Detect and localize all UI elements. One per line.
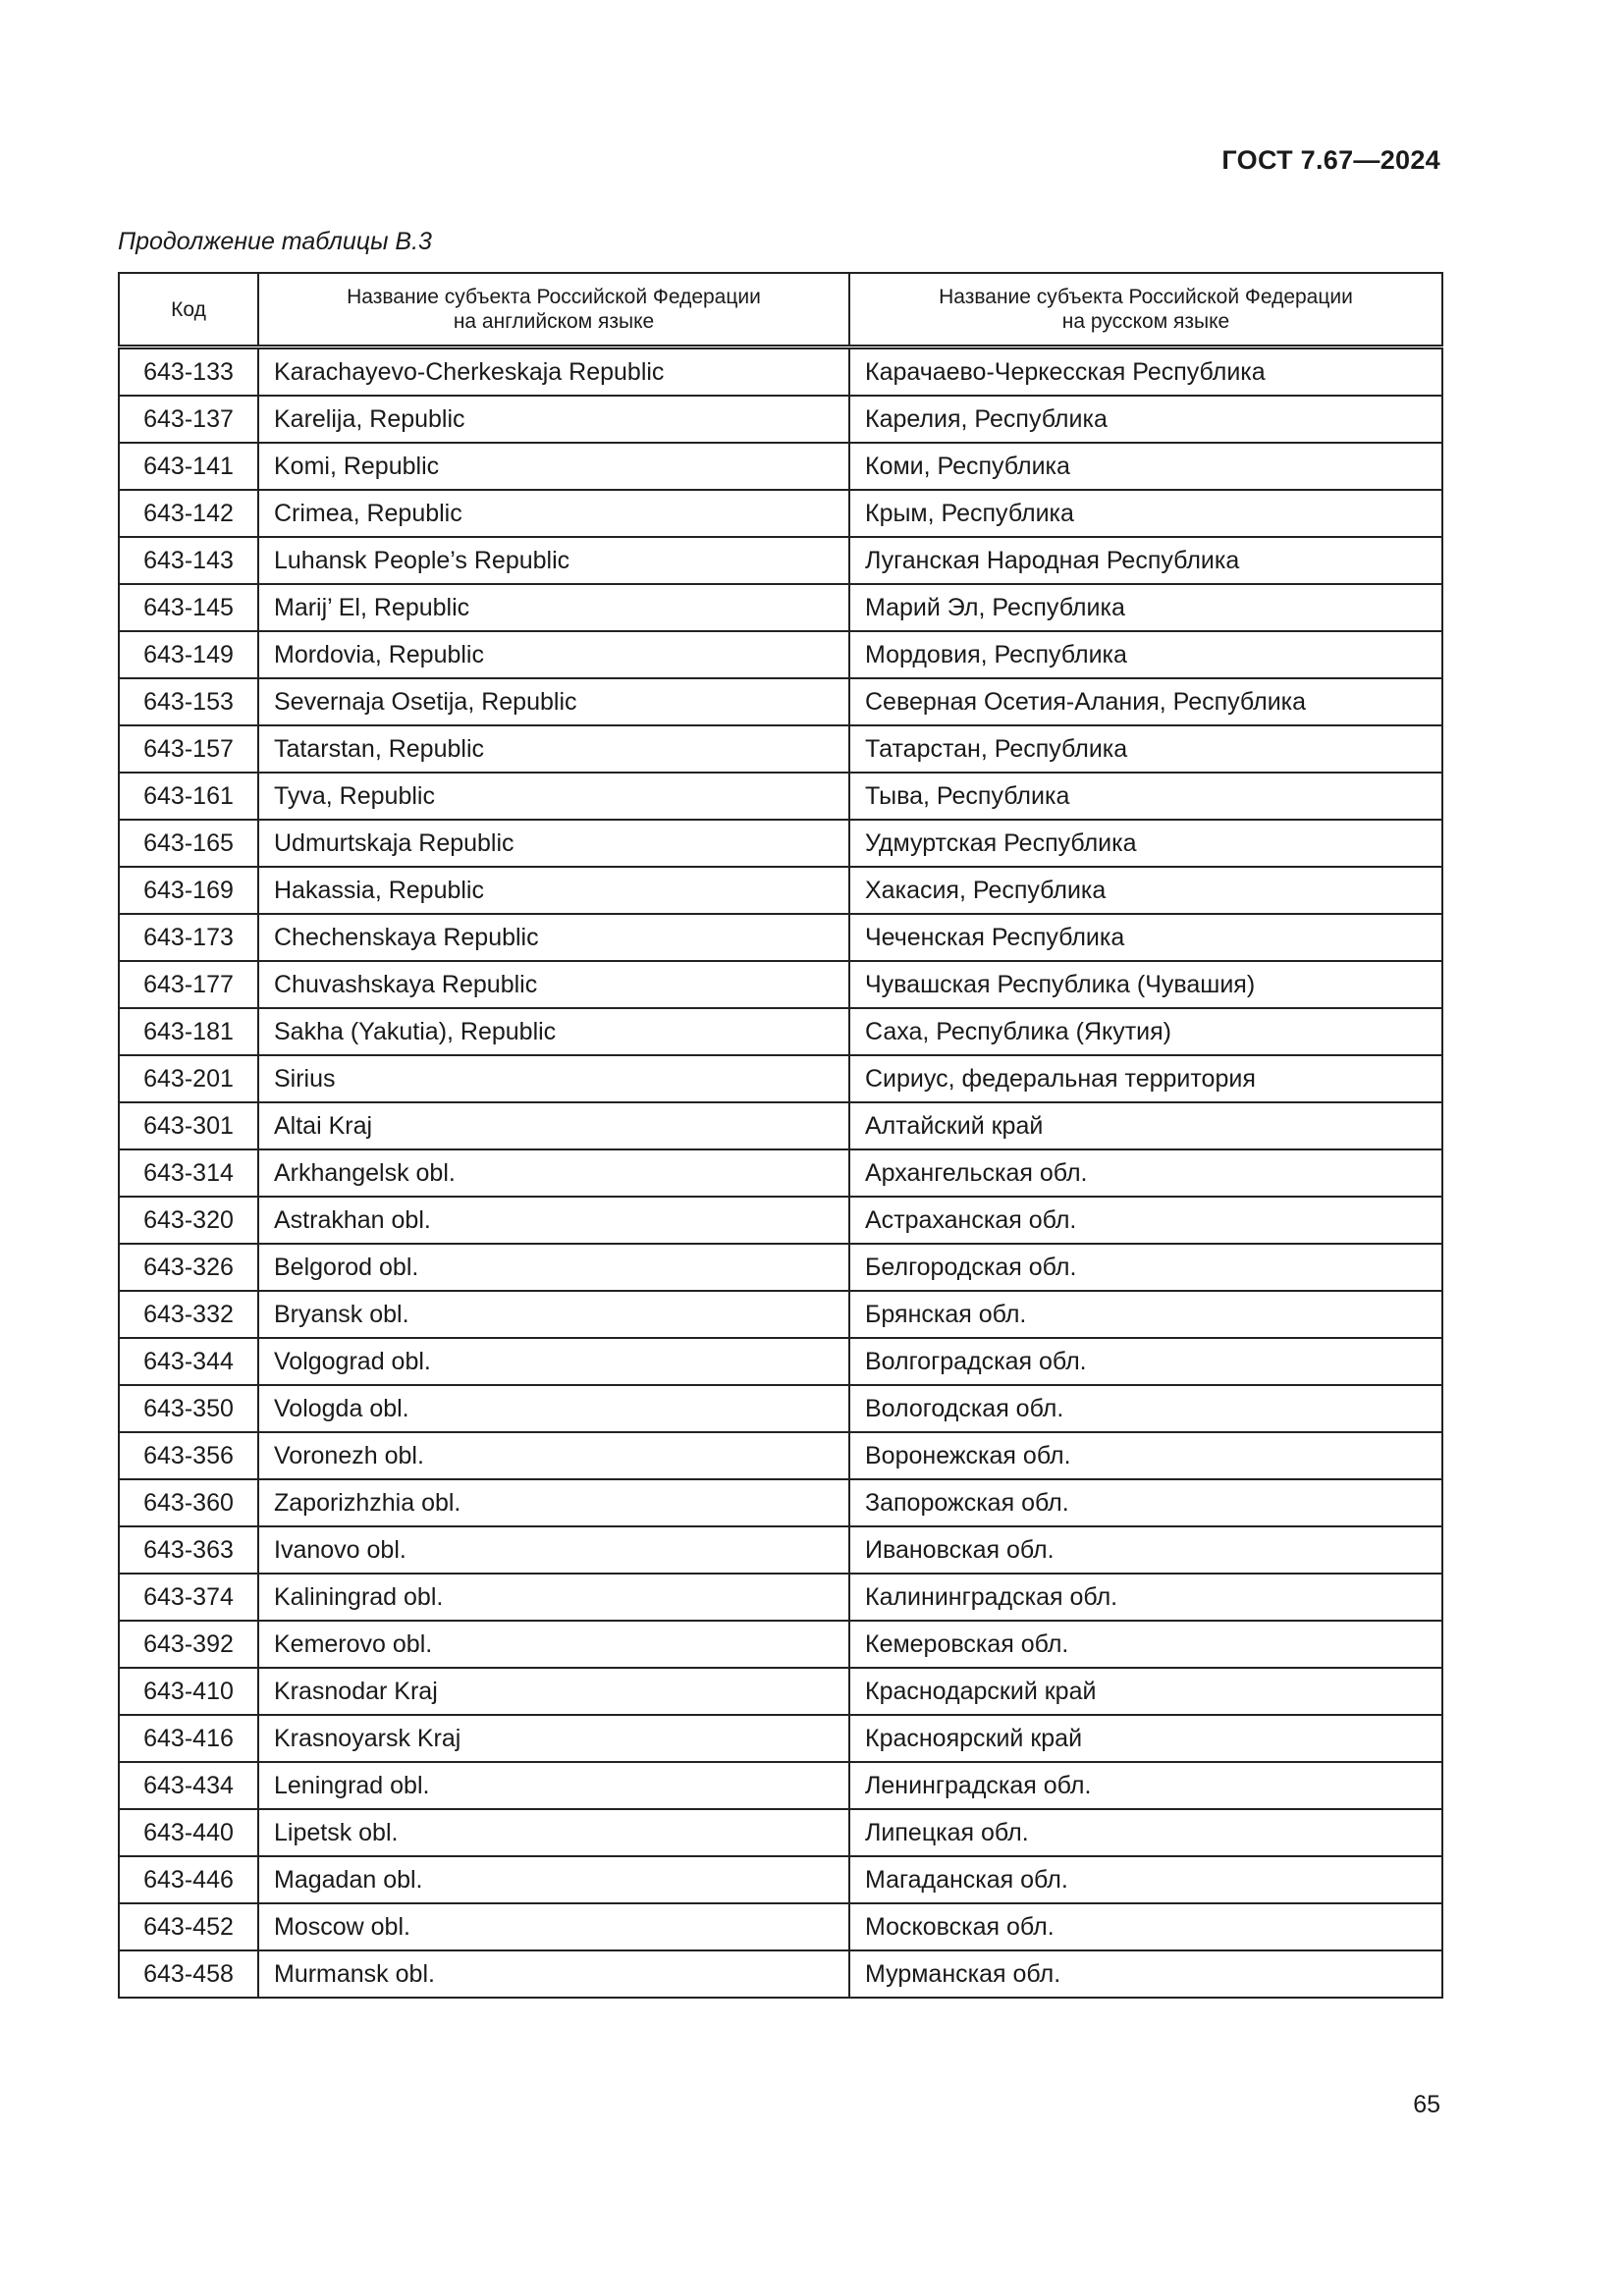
english-name-cell: Murmansk obl.	[258, 1950, 849, 1998]
table-row	[119, 1149, 1442, 1197]
code-cell: 643-332	[119, 1291, 258, 1338]
table-header-row	[119, 273, 1442, 347]
code-cell: 643-344	[119, 1338, 258, 1385]
table-row	[119, 490, 1442, 537]
code-cell: 643-410	[119, 1668, 258, 1715]
russian-name-cell: Липецкая обл.	[849, 1809, 1442, 1856]
russian-name-cell: Татарстан, Республика	[849, 725, 1442, 773]
english-name-cell: Tatarstan, Republic	[258, 725, 849, 773]
table-row	[119, 678, 1442, 725]
english-name-cell: Karelija, Republic	[258, 396, 849, 443]
table-row	[119, 773, 1442, 820]
code-cell: 643-458	[119, 1950, 258, 1998]
column-header-english: Название субъекта Российской Федерации на английском языке	[258, 273, 849, 347]
table-row	[119, 443, 1442, 490]
table-row	[119, 1526, 1442, 1574]
document-standard-header: ГОСТ 7.67—2024	[1221, 145, 1440, 175]
russian-name-cell: Белгородская обл.	[849, 1244, 1442, 1291]
russian-name-cell: Алтайский край	[849, 1102, 1442, 1149]
code-cell: 643-201	[119, 1055, 258, 1102]
table-row	[119, 1244, 1442, 1291]
russian-name-cell: Крым, Республика	[849, 490, 1442, 537]
english-name-cell: Udmurtskaja Republic	[258, 820, 849, 867]
code-cell: 643-143	[119, 537, 258, 584]
code-cell: 643-446	[119, 1856, 258, 1903]
russian-name-cell: Чувашская Республика (Чувашия)	[849, 961, 1442, 1008]
english-name-cell: Krasnodar Kraj	[258, 1668, 849, 1715]
table-row	[119, 1809, 1442, 1856]
russian-name-cell: Луганская Народная Республика	[849, 537, 1442, 584]
code-cell: 643-169	[119, 867, 258, 914]
code-cell: 643-363	[119, 1526, 258, 1574]
english-name-cell: Marij’ El, Republic	[258, 584, 849, 631]
code-cell: 643-149	[119, 631, 258, 678]
code-cell: 643-452	[119, 1903, 258, 1950]
english-name-cell: Kemerovo obl.	[258, 1621, 849, 1668]
table-row	[119, 347, 1442, 397]
table-row	[119, 1903, 1442, 1950]
english-name-cell: Chuvashskaya Republic	[258, 961, 849, 1008]
code-cell: 643-360	[119, 1479, 258, 1526]
english-name-cell: Vologda obl.	[258, 1385, 849, 1432]
table-row	[119, 1479, 1442, 1526]
table-row	[119, 1668, 1442, 1715]
russian-name-cell: Брянская обл.	[849, 1291, 1442, 1338]
russian-name-cell: Магаданская обл.	[849, 1856, 1442, 1903]
code-cell: 643-320	[119, 1197, 258, 1244]
code-cell: 643-137	[119, 396, 258, 443]
russian-name-cell: Коми, Республика	[849, 443, 1442, 490]
russian-name-cell: Красноярский край	[849, 1715, 1442, 1762]
code-cell: 643-374	[119, 1574, 258, 1621]
table-row	[119, 1574, 1442, 1621]
russian-name-cell: Чеченская Республика	[849, 914, 1442, 961]
russian-name-cell: Сириус, федеральная территория	[849, 1055, 1442, 1102]
code-cell: 643-434	[119, 1762, 258, 1809]
table-row	[119, 1197, 1442, 1244]
english-name-cell: Crimea, Republic	[258, 490, 849, 537]
russian-name-cell: Мурманская обл.	[849, 1950, 1442, 1998]
table-row	[119, 914, 1442, 961]
table-row	[119, 1715, 1442, 1762]
russian-name-cell: Удмуртская Республика	[849, 820, 1442, 867]
english-name-cell: Volgograd obl.	[258, 1338, 849, 1385]
russian-name-cell: Карачаево-Черкесская Республика	[849, 347, 1442, 397]
english-name-cell: Astrakhan obl.	[258, 1197, 849, 1244]
russian-name-cell: Саха, Республика (Якутия)	[849, 1008, 1442, 1055]
english-name-cell: Altai Kraj	[258, 1102, 849, 1149]
code-cell: 643-326	[119, 1244, 258, 1291]
code-cell: 643-350	[119, 1385, 258, 1432]
english-name-cell: Belgorod obl.	[258, 1244, 849, 1291]
table-row	[119, 867, 1442, 914]
russian-name-cell: Вологодская обл.	[849, 1385, 1442, 1432]
english-name-cell: Leningrad obl.	[258, 1762, 849, 1809]
table-row	[119, 1338, 1442, 1385]
table-row	[119, 584, 1442, 631]
russian-name-cell: Карелия, Республика	[849, 396, 1442, 443]
english-name-cell: Hakassia, Republic	[258, 867, 849, 914]
table-row	[119, 1762, 1442, 1809]
russian-name-cell: Тыва, Республика	[849, 773, 1442, 820]
code-cell: 643-177	[119, 961, 258, 1008]
russian-name-cell: Воронежская обл.	[849, 1432, 1442, 1479]
russian-name-cell: Московская обл.	[849, 1903, 1442, 1950]
code-cell: 643-181	[119, 1008, 258, 1055]
russian-name-cell: Архангельская обл.	[849, 1149, 1442, 1197]
table-row	[119, 396, 1442, 443]
english-name-cell: Arkhangelsk obl.	[258, 1149, 849, 1197]
russian-name-cell: Ленинградская обл.	[849, 1762, 1442, 1809]
table-body	[119, 347, 1442, 1999]
english-name-cell: Moscow obl.	[258, 1903, 849, 1950]
table-row	[119, 961, 1442, 1008]
russian-name-cell: Северная Осетия-Алания, Республика	[849, 678, 1442, 725]
english-name-cell: Voronezh obl.	[258, 1432, 849, 1479]
english-name-cell: Komi, Republic	[258, 443, 849, 490]
english-name-cell: Kaliningrad obl.	[258, 1574, 849, 1621]
code-cell: 643-173	[119, 914, 258, 961]
code-cell: 643-145	[119, 584, 258, 631]
english-name-cell: Magadan obl.	[258, 1856, 849, 1903]
russian-name-cell: Мордовия, Республика	[849, 631, 1442, 678]
english-name-cell: Severnaja Osetija, Republic	[258, 678, 849, 725]
code-cell: 643-301	[119, 1102, 258, 1149]
table-row	[119, 1102, 1442, 1149]
english-name-cell: Zaporizhzhia obl.	[258, 1479, 849, 1526]
russian-name-cell: Калининградская обл.	[849, 1574, 1442, 1621]
code-cell: 643-153	[119, 678, 258, 725]
code-cell: 643-133	[119, 347, 258, 397]
english-name-cell: Bryansk obl.	[258, 1291, 849, 1338]
code-cell: 643-314	[119, 1149, 258, 1197]
english-name-cell: Lipetsk obl.	[258, 1809, 849, 1856]
russian-name-cell: Марий Эл, Республика	[849, 584, 1442, 631]
table-row	[119, 1621, 1442, 1668]
russian-name-cell: Краснодарский край	[849, 1668, 1442, 1715]
code-cell: 643-356	[119, 1432, 258, 1479]
english-name-cell: Luhansk People’s Republic	[258, 537, 849, 584]
russian-name-cell: Хакасия, Республика	[849, 867, 1442, 914]
table-caption: Продолжение таблицы В.3	[118, 228, 432, 255]
code-cell: 643-141	[119, 443, 258, 490]
table-row	[119, 1055, 1442, 1102]
table-row	[119, 1385, 1442, 1432]
code-cell: 643-161	[119, 773, 258, 820]
russian-name-cell: Запорожская обл.	[849, 1479, 1442, 1526]
table-row	[119, 1950, 1442, 1998]
russian-name-cell: Астраханская обл.	[849, 1197, 1442, 1244]
english-name-cell: Sirius	[258, 1055, 849, 1102]
english-name-cell: Tyva, Republic	[258, 773, 849, 820]
code-cell: 643-157	[119, 725, 258, 773]
code-cell: 643-142	[119, 490, 258, 537]
code-cell: 643-416	[119, 1715, 258, 1762]
english-name-cell: Krasnoyarsk Kraj	[258, 1715, 849, 1762]
russian-name-cell: Волгоградская обл.	[849, 1338, 1442, 1385]
table-row	[119, 1856, 1442, 1903]
english-name-cell: Sakha (Yakutia), Republic	[258, 1008, 849, 1055]
regions-table	[118, 272, 1443, 1999]
column-header-russian: Название субъекта Российской Федерации на русском языке	[849, 273, 1442, 347]
table-row	[119, 1432, 1442, 1479]
russian-name-cell: Ивановская обл.	[849, 1526, 1442, 1574]
page-number: 65	[1413, 2091, 1440, 2118]
english-name-cell: Karachayevo-Cherkeskaja Republic	[258, 347, 849, 397]
english-name-cell: Chechenskaya Republic	[258, 914, 849, 961]
table-row	[119, 1291, 1442, 1338]
table-row	[119, 537, 1442, 584]
code-cell: 643-392	[119, 1621, 258, 1668]
russian-name-cell: Кемеровская обл.	[849, 1621, 1442, 1668]
table-row	[119, 820, 1442, 867]
table-row	[119, 631, 1442, 678]
table-row	[119, 725, 1442, 773]
english-name-cell: Ivanovo obl.	[258, 1526, 849, 1574]
english-name-cell: Mordovia, Republic	[258, 631, 849, 678]
code-cell: 643-165	[119, 820, 258, 867]
table-row	[119, 1008, 1442, 1055]
code-cell: 643-440	[119, 1809, 258, 1856]
column-header-code: Код	[119, 273, 258, 347]
